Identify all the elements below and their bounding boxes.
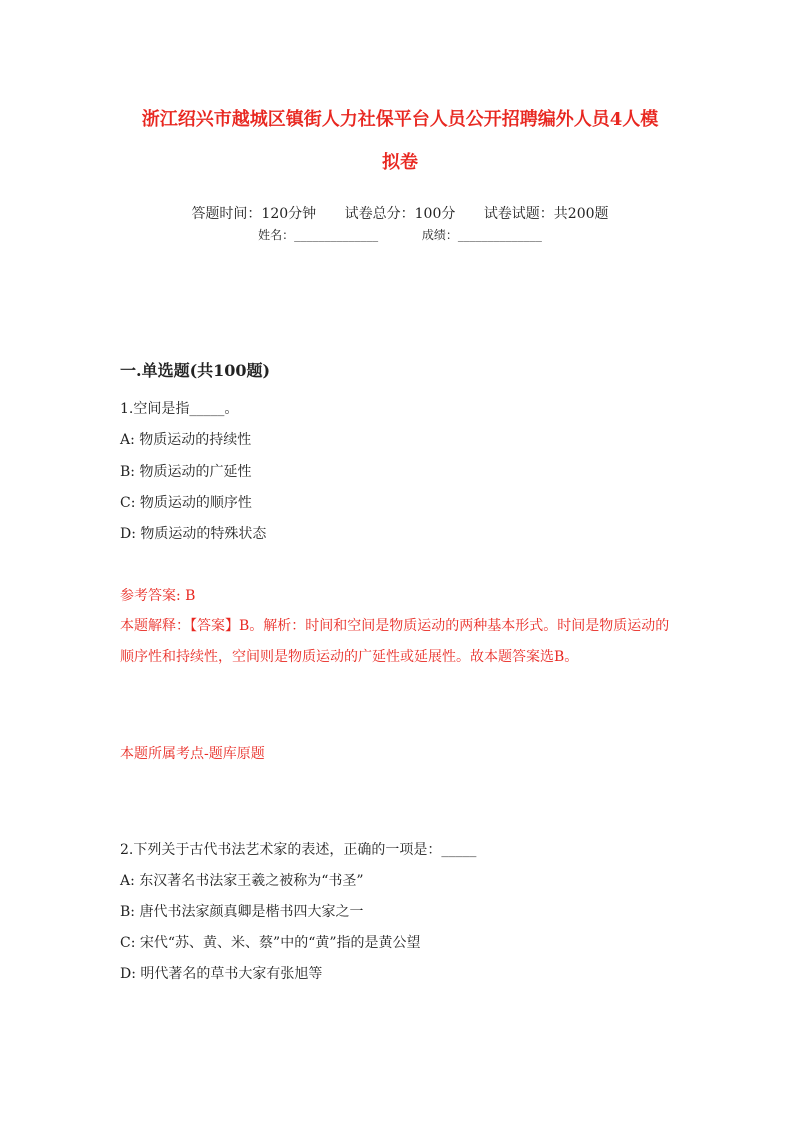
question-1-option-c: C: 物质运动的顺序性 — [120, 495, 252, 511]
question-2-option-c: C: 宋代“苏、黄、米、蔡”中的“黄”指的是黄公望 — [120, 935, 421, 951]
question-2-option-b: B: 唐代书法家颜真卿是楷书四大家之一 — [120, 904, 364, 920]
exam-total-questions: 试卷试题：共200题 — [483, 206, 609, 222]
question-2-option-d: D: 明代著名的草书大家有张旭等 — [120, 966, 323, 982]
exam-total-score: 试卷总分：100分 — [344, 206, 456, 222]
score-field: 成绩：______________ — [421, 228, 542, 242]
question-2-option-a: A: 东汉著名书法家王羲之被称为“书圣” — [120, 873, 364, 889]
candidate-info — [0, 226, 800, 243]
document-title-line-2: 拟卷 — [382, 152, 418, 173]
question-1-option-d: D: 物质运动的特殊状态 — [120, 526, 267, 542]
question-1-explanation: 本题解释：【答案】B。解析：时间和空间是物质运动的两种基本形式。时间是物质运动的顺序性和持续性，空间则是物质运动的广延性或延展性。故本题答案选B。 — [120, 618, 670, 665]
question-2-stem: 2.下列关于古代书法艺术家的表述，正确的一项是：_____ — [120, 842, 477, 858]
question-1-source: 本题所属考点-题库原题 — [120, 746, 265, 762]
question-1-option-a: A: 物质运动的持续性 — [120, 432, 252, 448]
exam-meta — [0, 203, 800, 223]
document-title-line-1: 浙江绍兴市越城区镇街人力社保平台人员公开招聘编外人员4人模 — [141, 109, 659, 130]
question-1-answer: 参考答案: B — [120, 588, 196, 604]
question-1-option-b: B: 物质运动的广延性 — [120, 464, 252, 480]
question-1-stem: 1.空间是指_____。 — [120, 401, 239, 417]
section-title: 一.单选题(共100题) — [120, 361, 271, 380]
name-field: 姓名：______________ — [258, 228, 379, 242]
exam-time: 答题时间：120分钟 — [191, 206, 317, 222]
